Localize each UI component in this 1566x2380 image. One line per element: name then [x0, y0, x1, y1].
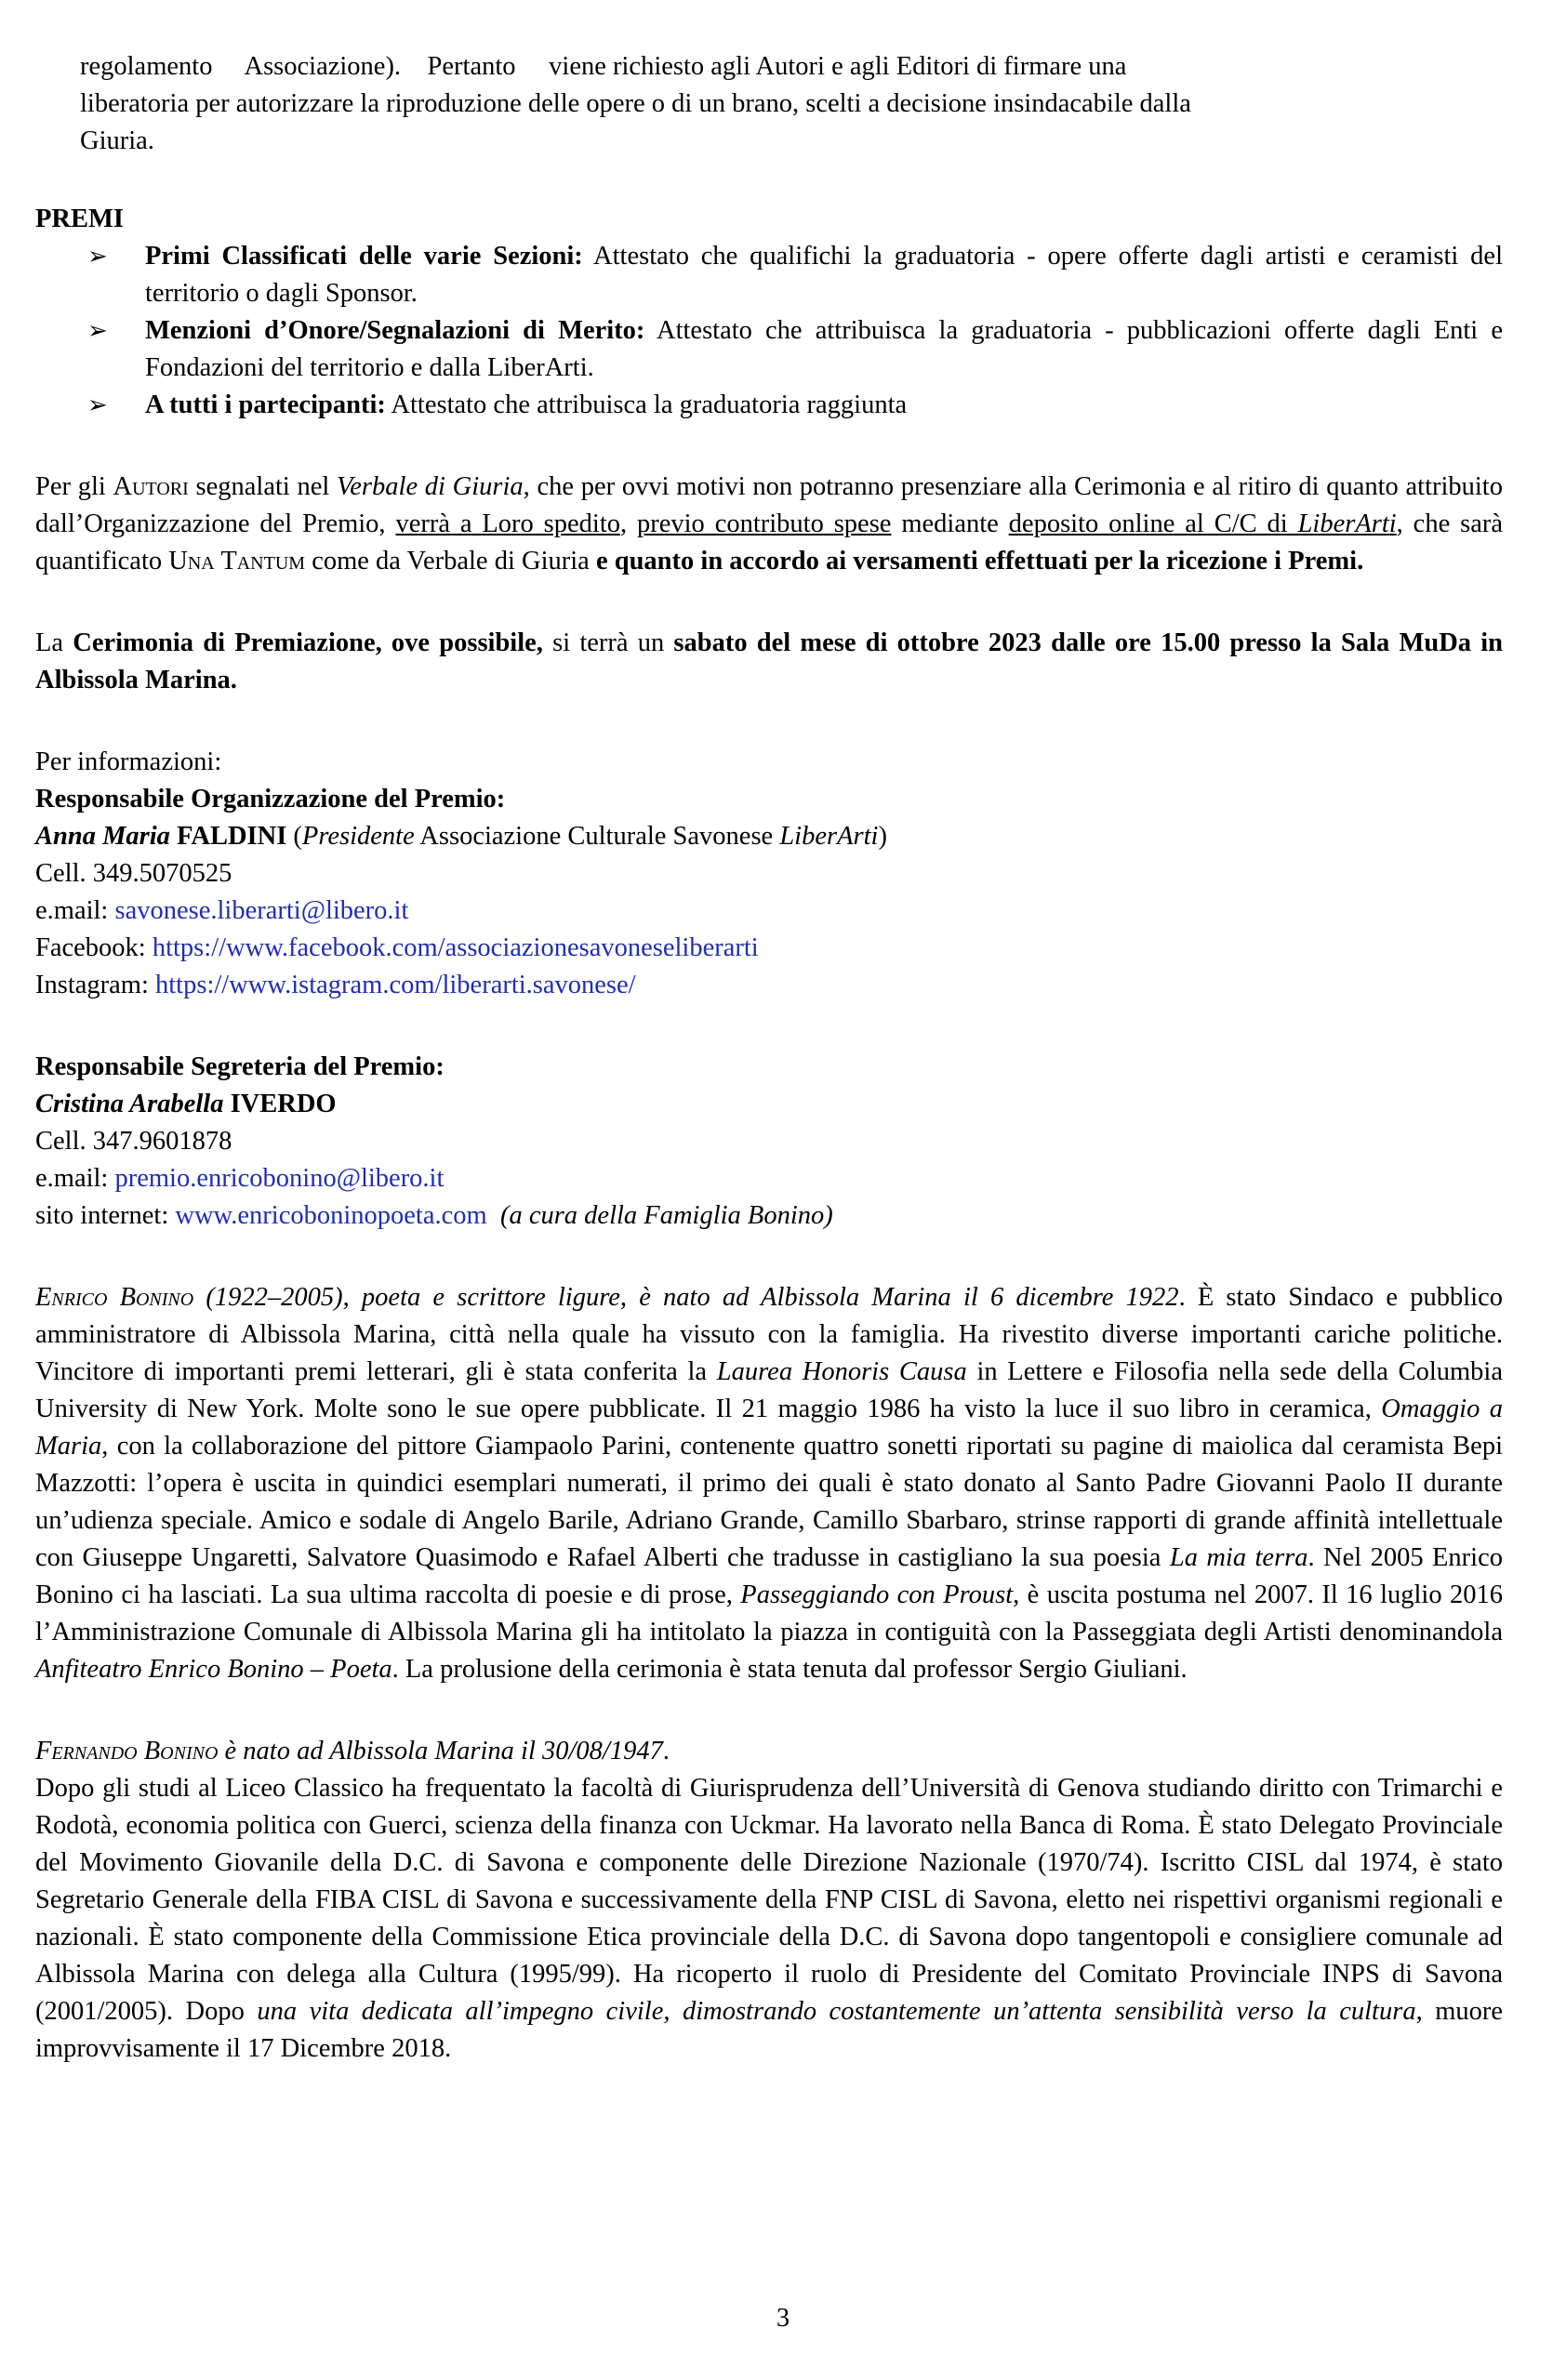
intro-line-3: Giuria. [80, 126, 154, 155]
premi-item-text: Attestato che qualifichi la graduatoria - opere offerte dagli artisti e ceramisti del territorio o dagli Sponsor. [145, 242, 1503, 308]
arrow-bullet-icon: ➢ [87, 391, 108, 419]
list-item [35, 387, 1503, 424]
org-contact-name: Anna Maria FALDINI (Presidente Associazione Culturale Savonese LiberArti) [35, 822, 887, 851]
site-row: sito internet: www.enricoboninopoeta.com (a cura della Famiglia Bonino) [35, 1201, 833, 1230]
facebook-link[interactable]: https://www.facebook.com/associazionesavoneseliberarti [152, 933, 759, 962]
instagram-row: Instagram: https://www.istagram.com/liberarti.savonese/ [35, 971, 636, 999]
page-number: 3 [776, 2304, 790, 2333]
segreteria-heading: Responsabile Segreteria del Premio: [35, 1052, 445, 1081]
intro-paragraph [35, 48, 1503, 160]
cerimonia-paragraph: La Cerimonia di Premiazione, ove possibile, si terrà un sabato del mese di ottobre 2023 dalle ore 15.00 presso la Sala MuDa in Albissola Marina. [35, 628, 1504, 694]
enrico-bio: Enrico Bonino (1922–2005), poeta e scrittore ligure, è nato ad Albissola Marina il 6 dicembre 1922. È stato Sindaco e pubblico amministratore di Albissola Marina, città nella quale ha vissuto con la famiglia. Ha rivestito diverse importanti cariche politiche. Vincitore di importanti premi letterari, gli è stata conferita la Laurea Honoris Causa in Lettere e Filosofia nella sede della Columbia University di New York. Molte sono le sue opere pubblicate. Il 21 maggio 1986 ha visto la luce il suo libro in ceramica, Omaggio a Maria, con la collaborazione del pittore Giampaolo Parini, contenente quattro sonetti riportati su pagine di maiolica dal ceramista Bepi Mazzotti: l’opera è uscita in quindici esemplari numerati, il primo dei quali è stato donato al Santo Padre Giovanni Paolo II durante un’udienza speciale. Amico e sodale di Angelo Barile, Adriano Grande, Camillo Sbarbaro, strinse rapporti di grande affinità intellettuale con Giuseppe Ungaretti, Salvatore Quasimodo e Rafael Alberti che tradusse in castigliano la sua poesia La mia terra. Nel 2005 Enrico Bonino ci ha lasciati. La sua ultima raccolta di poesie e di prose, Passeggiando con Proust, è uscita postuma nel 2007. Il 16 luglio 2016 l’Amministrazione Comunale di Albissola Marina gli ha intitolato la piazza in contiguità con la Passeggiata degli Artisti denominandola Anfiteatro Enrico Bonino – Poeta. La prolusione della cerimonia è stata tenuta dal professor Sergio Giuliani. [35, 1283, 1504, 1684]
premi-list [35, 238, 1503, 424]
facebook-row: Facebook: https://www.facebook.com/associazionesavoneseliberarti [35, 933, 759, 962]
arrow-bullet-icon: ➢ [87, 317, 108, 345]
segreteria-email-row: e.mail: premio.enricobonino@libero.it [35, 1164, 445, 1193]
autori-paragraph: Per gli Autori segnalati nel Verbale di Giuria, che per ovvi motivi non potranno presenziare alla Cerimonia e al ritiro di quanto attribuito dall’Organizzazione del Premio, verrà a Loro spedito, previo contributo spese mediante deposito online al C/C di LiberArti, che sarà quantificato Una Tantum come da Verbale di Giuria e quanto in accordo ai versamenti effettuati per la ricezione i Premi. [35, 472, 1503, 575]
intro-line-1: regolamento Associazione). Pertanto viene richiesto agli Autori e agli Editori di firmare una [80, 52, 1127, 81]
premi-item-label: A tutti i partecipanti: [145, 390, 386, 419]
document-page [35, 48, 1503, 2068]
segreteria-contact-name: Cristina Arabella IVERDO [35, 1090, 337, 1118]
org-heading: Responsabile Organizzazione del Premio: [35, 785, 506, 813]
org-cell: Cell. 349.5070525 [35, 859, 232, 888]
premi-item-label: Primi Classificati delle varie Sezioni: [145, 242, 583, 271]
fernando-heading: Fernando Bonino è nato ad Albissola Marina il 30/08/1947. [35, 1737, 670, 1765]
site-link[interactable]: www.enricoboninopoeta.com [175, 1201, 487, 1230]
segreteria-cell: Cell. 347.9601878 [35, 1127, 232, 1156]
site-note: (a cura della Famiglia Bonino) [499, 1201, 833, 1230]
info-section [35, 744, 1503, 1004]
list-item [35, 238, 1503, 312]
segreteria-section [35, 1049, 1503, 1235]
premi-heading: PREMI [35, 205, 124, 233]
arrow-bullet-icon: ➢ [87, 243, 108, 271]
info-label: Per informazioni: [35, 747, 222, 776]
premi-item-text: Attestato che attribuisca la graduatoria - pubblicazioni offerte dagli Enti e Fondazioni del territorio e dalla LiberArti. [145, 316, 1503, 382]
instagram-link[interactable]: https://www.istagram.com/liberarti.savonese/ [155, 971, 636, 999]
org-email-link[interactable]: savonese.liberarti@libero.it [114, 896, 409, 925]
intro-line-2: liberatoria per autorizzare la riproduzione delle opere o di un brano, scelti a decisione insindacabile dalla [80, 89, 1191, 118]
segreteria-email-link[interactable]: premio.enricobonino@libero.it [114, 1164, 445, 1193]
org-email-row: e.mail: savonese.liberarti@libero.it [35, 896, 409, 925]
premi-item-label: Menzioni d’Onore/Segnalazioni di Merito: [145, 316, 645, 345]
fernando-bio: Dopo gli studi al Liceo Classico ha frequentato la facoltà di Giurisprudenza dell’Università di Genova studiando diritto con Trimarchi e Rodotà, economia politica con Guerci, scienza della finanza con Uckmar. Ha lavorato nella Banca di Roma. È stato Delegato Provinciale del Movimento Giovanile della D.C. di Savona e componente delle Direzione Nazionale (1970/74). Iscritto CISL dal 1974, è stato Segretario Generale della FIBA CISL di Savona e successivamente della FNP CISL di Savona, eletto nei rispettivi organismi regionali e nazionali. È stato componente della Commissione Etica provinciale della D.C. di Savona dopo tangentopoli e consigliere comunale ad Albissola Marina con delega alla Cultura (1995/99). Ha ricoperto il ruolo di Presidente del Comitato Provinciale INPS di Savona (2001/2005). Dopo una vita dedicata all’impegno civile, dimostrando costantemente un’attenta sensibilità verso la cultura, muore improvvisamente il 17 Dicembre 2018. [35, 1774, 1504, 2063]
premi-item-text: Attestato che attribuisca la graduatoria raggiunta [385, 390, 908, 419]
list-item [35, 312, 1503, 387]
